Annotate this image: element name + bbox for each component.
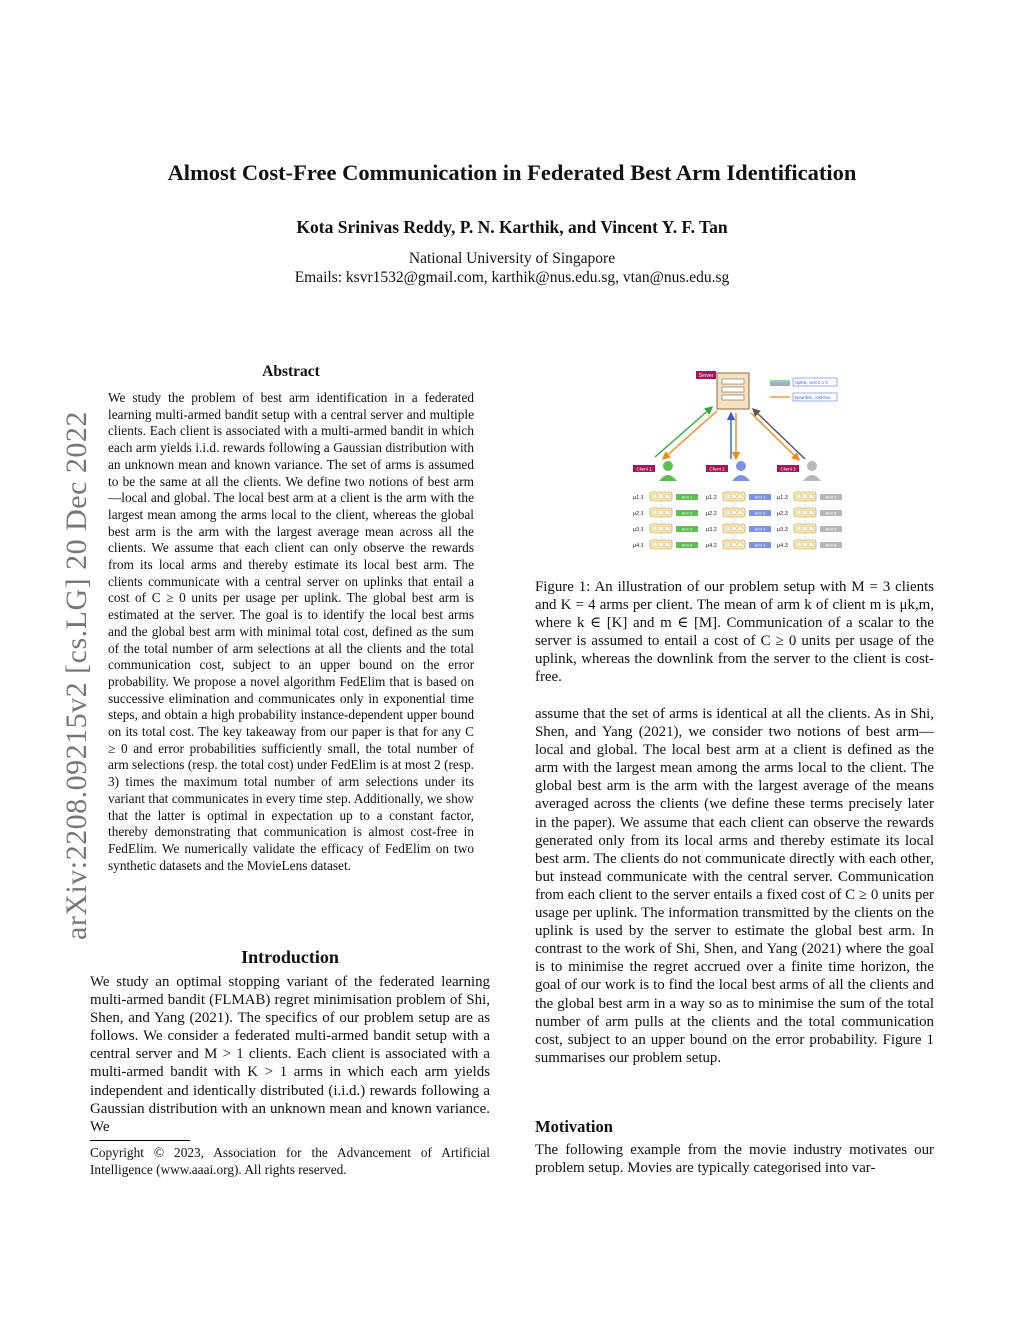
downlink-client-1	[663, 411, 717, 459]
slot-reel	[797, 542, 801, 546]
introduction-heading: Introduction	[241, 947, 339, 967]
arm-label: Arm 2	[825, 510, 837, 516]
arm-label: Arm 4	[754, 542, 766, 548]
slot-reel	[738, 510, 742, 514]
uplink-client-1	[655, 407, 712, 457]
affiliation-block	[0, 249, 1024, 287]
arm-mean-label: μ1,1	[633, 495, 644, 501]
slot-reel	[732, 510, 736, 514]
arm-mean-label: μ4,2	[706, 543, 717, 549]
arm-label: Arm 3	[825, 526, 837, 532]
arm-mean-label: μ1,2	[706, 495, 717, 501]
slot-reel	[653, 510, 657, 514]
client-person-body	[659, 475, 677, 481]
abstract-text: We study the problem of best arm identification in a federated learning multi-armed bandit setup with a central server and multiple clients. Each client is associated with a multi-armed bandit in which each arm yields i.i.d. rewards following a Gaussian distribution with an unknown mean and known variance. The set of arms is assumed to be the same at all the clients. We define two notions of best arm—local and global. The local best arm at a client is the arm with the largest mean among the arms local to the client, whereas the global best arm is the arm with the largest average mean across all the clients. We assume that each client can only observe the rewards from its local arms and thereby estimate its local best arm. The clients communicate with a central server on uplinks that entail a cost of C ≥ 0 units per usage per uplink. The global best arm is estimated at the server. The goal is to identify the local best arms and the global best arm with minimal total cost, defined as the sum of the total number of arm selections at all the clients and the total communication cost, subject to an upper bound on the error probability. We propose a novel algorithm FedElim that is based on successive elimination and communicates only in exponential time steps, and obtain a high probability instance-dependent upper bound on its total cost. The key takeaway from our paper is that for any C ≥ 0 and error probabilities sufficiently small, the total number of arm selections (resp. the total cost) under FedElim is at most 2 (resp. 3) times the maximum total number of arm selections under its variant that communicates in every time step. Additionally, we show that the latter is optimal in expectation up to a constant factor, thereby demonstrating that communication is almost cost-free in FedElim. We numerically validate the efficacy of FedElim on two synthetic datasets and the MovieLens dataset.	[108, 390, 474, 873]
arm-mean-label: μ2,2	[706, 511, 717, 517]
slot-reel	[738, 542, 742, 546]
client-person-icon	[736, 461, 746, 471]
slot-reel	[797, 494, 801, 498]
slot-reel	[653, 542, 657, 546]
slot-reel	[738, 526, 742, 530]
clients-layer	[633, 461, 842, 549]
slot-reel	[803, 510, 807, 514]
right-column-text: assume that the set of arms is identical at all the clients. As in Shi, Shen, and Yang (2021), we consider two notions of best arm—local and global. The local best arm at a client is defined as the arm with the largest mean among the arms local to the client. The global best arm is the arm with the largest average of the means averaged across the clients (we define these terms precisely later in the paper). We assume that each client can observe the rewards generated only from its local arms and thereby estimate its local best arm. The clients do not communicate directly with each other, but instead communicate with the central server. Communication from each client to the server entails a fixed cost of C ≥ 0 units per usage per uplink. The information transmitted by the clients on the uplink is used by the server to estimate the global best arm. In contrast to the work of Shi, Shen, and Yang (2021) where the goal is to minimise the regret accrued over a finite time horizon, the goal of our work is to find the local best arms of all the clients and the global best arm in a way so as to minimise the sum of the total number of arm pulls at the clients and the total communication cost, subject to an upper bound on the error probability. Figure 1 summarises our problem setup.	[535, 706, 934, 1066]
arm-label: Arm 1	[681, 494, 693, 500]
slot-reel	[809, 494, 813, 498]
client-person-icon	[807, 461, 817, 471]
figure-1	[625, 365, 845, 565]
slot-reel	[726, 510, 730, 514]
abstract-heading: Abstract	[262, 363, 320, 380]
arm-label: Arm 3	[681, 526, 693, 532]
arm-label: Arm 1	[825, 494, 837, 500]
slot-reel	[809, 542, 813, 546]
figure-caption: Figure 1: An illustration of our problem setup with M = 3 clients and K = 4 arms per client. The mean of arm k of client m is μk,m, where k ∈ [K] and m ∈ [M]. Communication of a scalar to the server is assumed to entail a cost of C ≥ 0 units per usage of the uplink, whereas the downlink from the server to the client is cost-free.	[535, 579, 934, 686]
arm-label: Arm 4	[681, 542, 693, 548]
slot-reel	[659, 526, 663, 530]
slot-reel	[803, 542, 807, 546]
slot-reel	[665, 510, 669, 514]
slot-reel	[726, 494, 730, 498]
arm-mean-label: μ2,3	[777, 511, 788, 517]
arm-mean-label: μ1,3	[777, 495, 788, 501]
slot-reel	[653, 526, 657, 530]
arm-mean-label: μ4,3	[777, 543, 788, 549]
slot-reel	[726, 542, 730, 546]
arm-mean-label: μ3,1	[633, 527, 644, 533]
slot-reel	[665, 526, 669, 530]
client-label: Client 2	[709, 466, 725, 472]
slot-reel	[809, 510, 813, 514]
slot-reel	[797, 510, 801, 514]
downlink-client-3	[751, 413, 799, 460]
slot-reel	[809, 526, 813, 530]
uplink-client-3	[753, 409, 805, 459]
slot-reel	[659, 542, 663, 546]
slot-reel	[665, 494, 669, 498]
slot-reel	[738, 494, 742, 498]
arm-mean-label: μ4,1	[633, 543, 644, 549]
arm-mean-label: μ3,3	[777, 527, 788, 533]
copyright-footnote: Copyright © 2023, Association for the Advancement of Artificial Intelligence (www.aaai.org). All rights reserved.	[90, 1145, 490, 1177]
arxiv-identifier: arXiv:2208.09215v2 [cs.LG] 20 Dec 2022	[60, 411, 93, 940]
slot-reel	[797, 526, 801, 530]
slot-reel	[665, 542, 669, 546]
client-person-icon	[663, 461, 673, 471]
arm-label: Arm 2	[754, 510, 766, 516]
server-label: Server	[698, 373, 714, 379]
arm-label: Arm 3	[754, 526, 766, 532]
client-person-body	[803, 475, 821, 481]
setup-diagram	[625, 365, 845, 565]
legend-downlink: Downlink, cost-free	[795, 395, 831, 400]
paper-authors: Kota Srinivas Reddy, P. N. Karthik, and Vincent Y. F. Tan	[296, 217, 728, 237]
arm-label: Arm 2	[681, 510, 693, 516]
client-label: Client 3	[780, 466, 796, 472]
slot-reel	[732, 542, 736, 546]
arm-label: Arm 4	[825, 542, 837, 548]
slot-reel	[732, 494, 736, 498]
slot-reel	[803, 494, 807, 498]
arm-mean-label: μ2,1	[633, 511, 644, 517]
arxiv-sidebar	[28, 350, 93, 940]
slot-reel	[653, 494, 657, 498]
arm-label: Arm 1	[754, 494, 766, 500]
paper-title: Almost Cost-Free Communication in Federated Best Arm Identification	[167, 160, 857, 185]
introduction-text: We study an optimal stopping variant of the federated learning multi-armed bandit (FLMAB) regret minimisation problem of Shi, Shen, and Yang (2021). The specifics of our problem setup are as follows. We consider a federated multi-armed bandit setup with a central server and M > 1 clients. Each client is associated with a multi-armed bandit with K > 1 arms in which each arm yields independent and identically distributed (i.i.d.) rewards following a Gaussian distribution with an unknown mean and known variance. We	[90, 974, 490, 1135]
footnote-rule	[90, 1140, 190, 1141]
slot-reel	[732, 526, 736, 530]
slot-reel	[803, 526, 807, 530]
arm-mean-label: μ3,2	[706, 527, 717, 533]
affiliation: National University of Singapore	[408, 250, 616, 267]
slot-reel	[726, 526, 730, 530]
slot-reel	[659, 510, 663, 514]
motivation-text: The following example from the movie industry motivates our problem setup. Movies are typically categorised into var-	[535, 1142, 934, 1177]
legend	[770, 378, 837, 401]
slot-reel	[659, 494, 663, 498]
server-icon	[717, 373, 749, 409]
client-person-body	[732, 475, 750, 481]
emails: Emails: ksvr1532@gmail.com, karthik@nus.edu.sg, vtan@nus.edu.sg	[294, 269, 730, 286]
motivation-heading: Motivation	[535, 1117, 613, 1136]
client-label: Client 1	[636, 466, 652, 472]
legend-uplink: Uplink, cost C ≥ 0	[795, 380, 828, 385]
